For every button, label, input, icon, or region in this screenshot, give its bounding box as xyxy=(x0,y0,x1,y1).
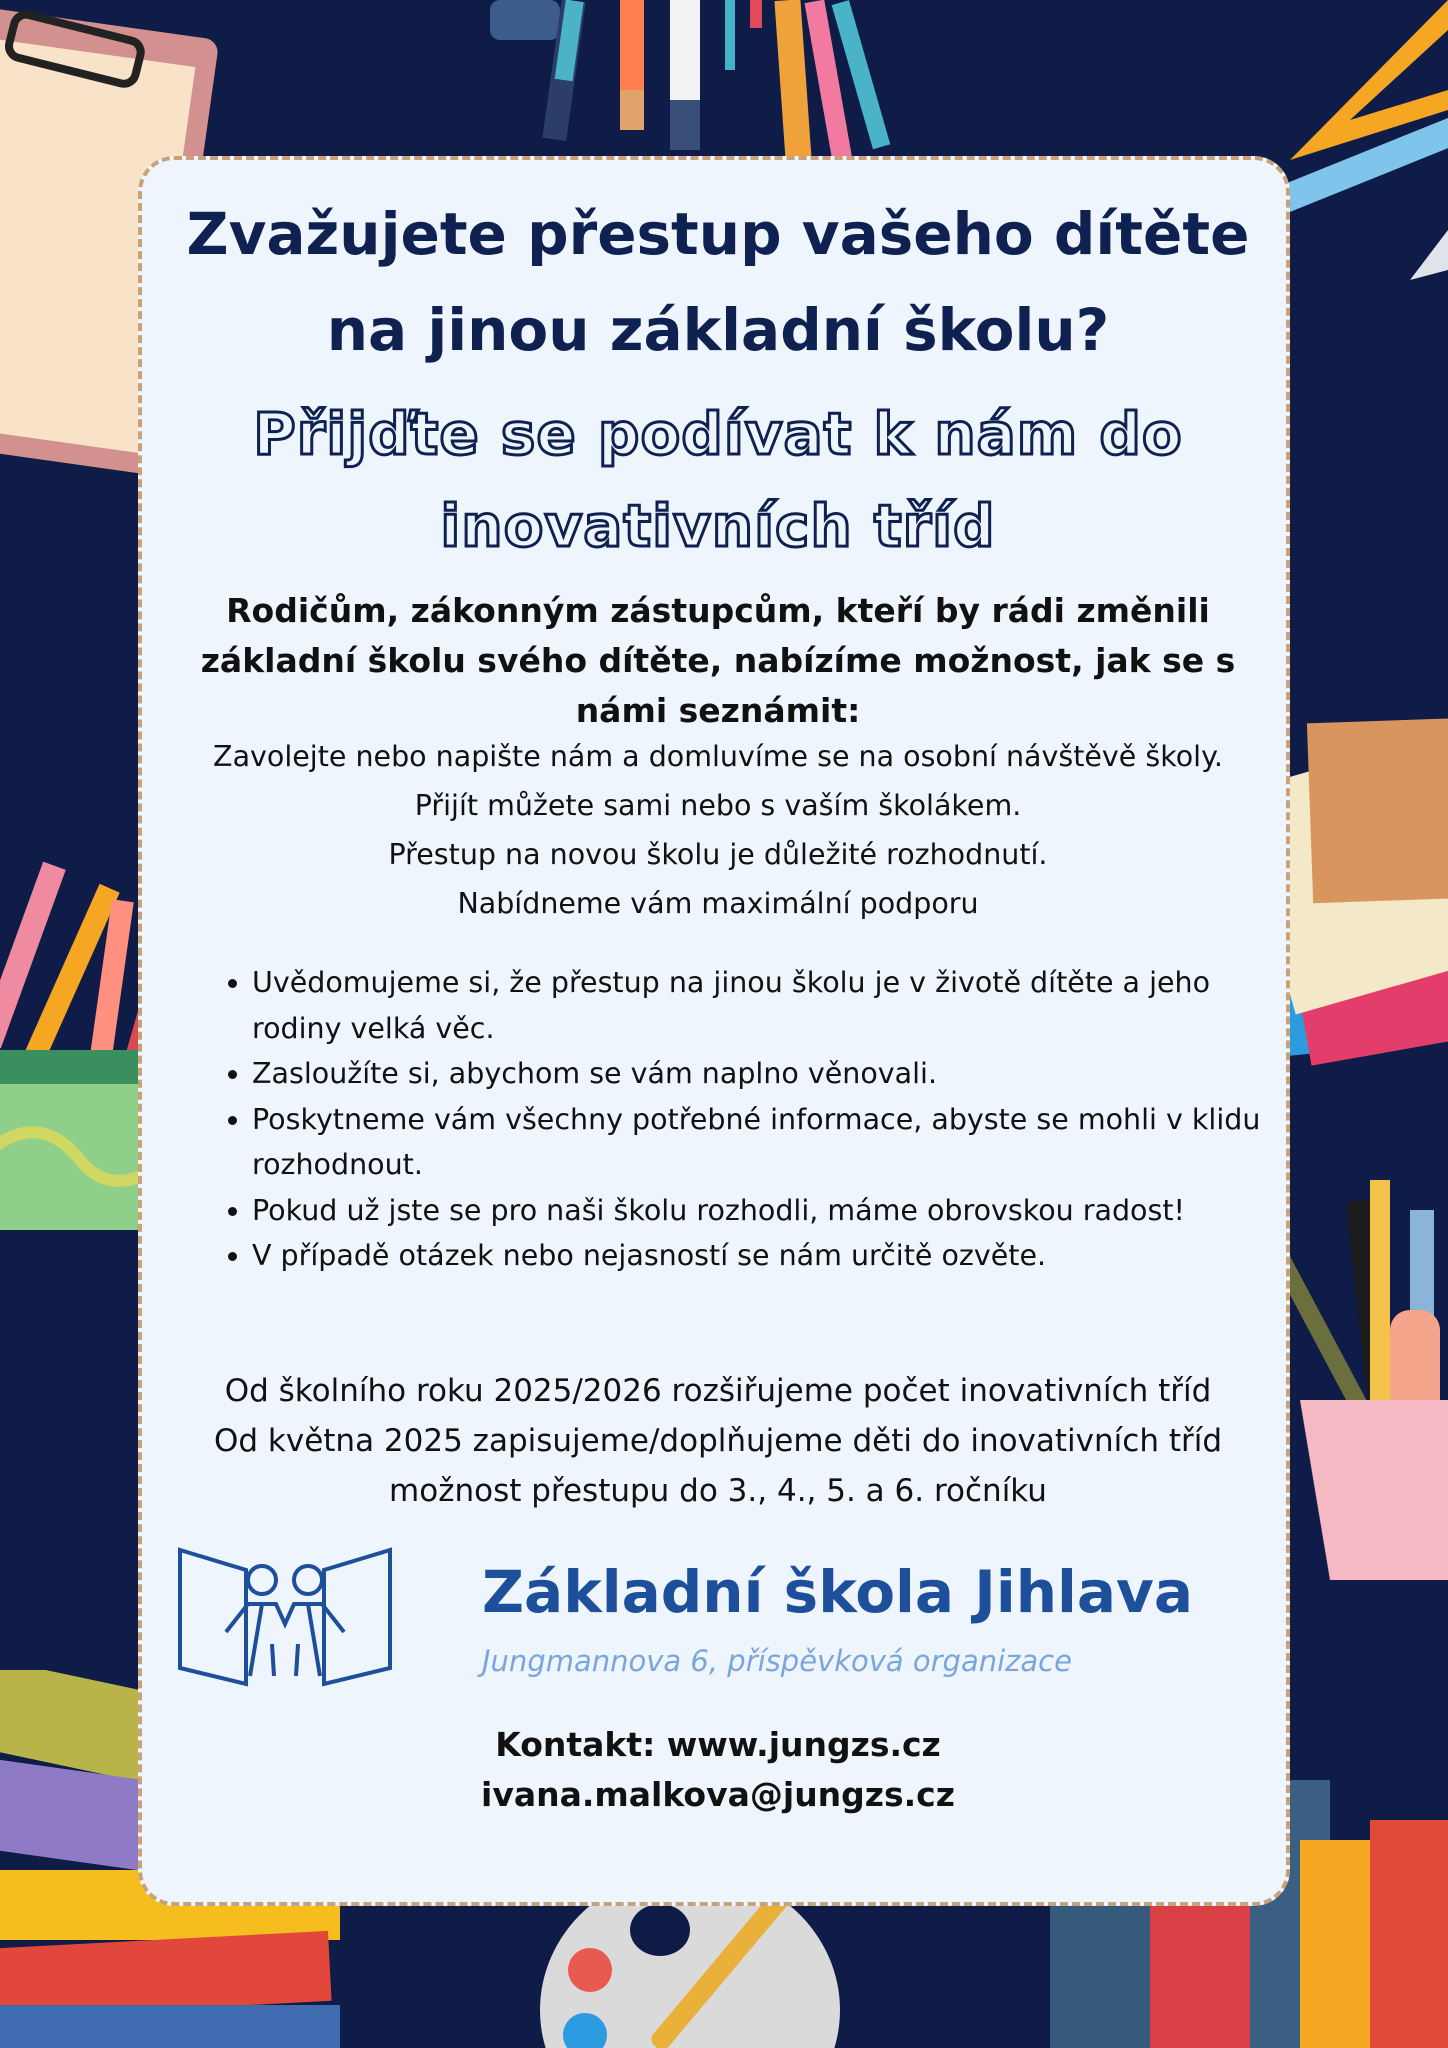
school-name: Základní škola Jihlava xyxy=(482,1558,1193,1626)
list-item: • Poskytneme vám všechny potřebné informace, abyste se mohli v klidu rozhodnout. xyxy=(252,1097,1262,1188)
list-item: • Zasloužíte si, abychom se vám naplno věnovali. xyxy=(252,1051,1262,1097)
headline-line-2: na jinou základní školu? xyxy=(326,296,1110,364)
news-line: možnost přestupu do 3., 4., 5. a 6. ročníku xyxy=(389,1473,1047,1509)
list-item: • Uvědomujeme si, že přestup na jinou školu je v životě dítěte a jeho rodiny velká věc. xyxy=(252,960,1262,1051)
news-block xyxy=(142,1366,1294,1516)
headline-line-1: Zvažujete přestup vašeho dítěte xyxy=(186,200,1250,268)
paragraph-line: Přestup na novou školu je důležité rozhodnutí. xyxy=(388,838,1048,871)
contact-web: Kontakt: www.jungzs.cz xyxy=(495,1725,941,1764)
list-item: • V případě otázek nebo nejasností se nám určitě ozvěte. xyxy=(252,1233,1262,1279)
school-subtitle: Jungmannova 6, příspěvková organizace xyxy=(482,1644,1072,1678)
contact-block xyxy=(142,1720,1294,1820)
flyer-card xyxy=(138,156,1290,1906)
benefits-list xyxy=(212,960,1262,1279)
contact-email: ivana.malkova@jungzs.cz xyxy=(481,1775,955,1814)
invite-line-2: inovativních tříd xyxy=(440,492,996,560)
lead-text: Rodičům, zákonným zástupcům, kteří by rádi změnili základní školu svého dítěte, nabízíme možnost, jak se s námi seznámit: xyxy=(200,591,1236,730)
list-item: • Pokud už jste se pro naši školu rozhodli, máme obrovskou radost! xyxy=(252,1188,1262,1234)
paragraph-line: Přijít můžete sami nebo s vaším školákem. xyxy=(414,789,1022,822)
news-line: Od května 2025 zapisujeme/doplňujeme děti do inovativních tříd xyxy=(213,1423,1223,1459)
headline xyxy=(142,186,1294,378)
invite-heading xyxy=(142,388,1294,572)
paragraph-line: Zavolejte nebo napište nám a domluvíme se na osobní návštěvě školy. xyxy=(213,740,1223,773)
paragraph-line: Nabídneme vám maximální podporu xyxy=(457,887,979,920)
intro-paragraph xyxy=(142,732,1294,928)
school-logo-icon xyxy=(174,1544,396,1694)
news-line: Od školního roku 2025/2026 rozšiřujeme počet inovativních tříd xyxy=(224,1373,1212,1409)
invite-line-1: Přijďte se podívat k nám do xyxy=(253,400,1183,468)
